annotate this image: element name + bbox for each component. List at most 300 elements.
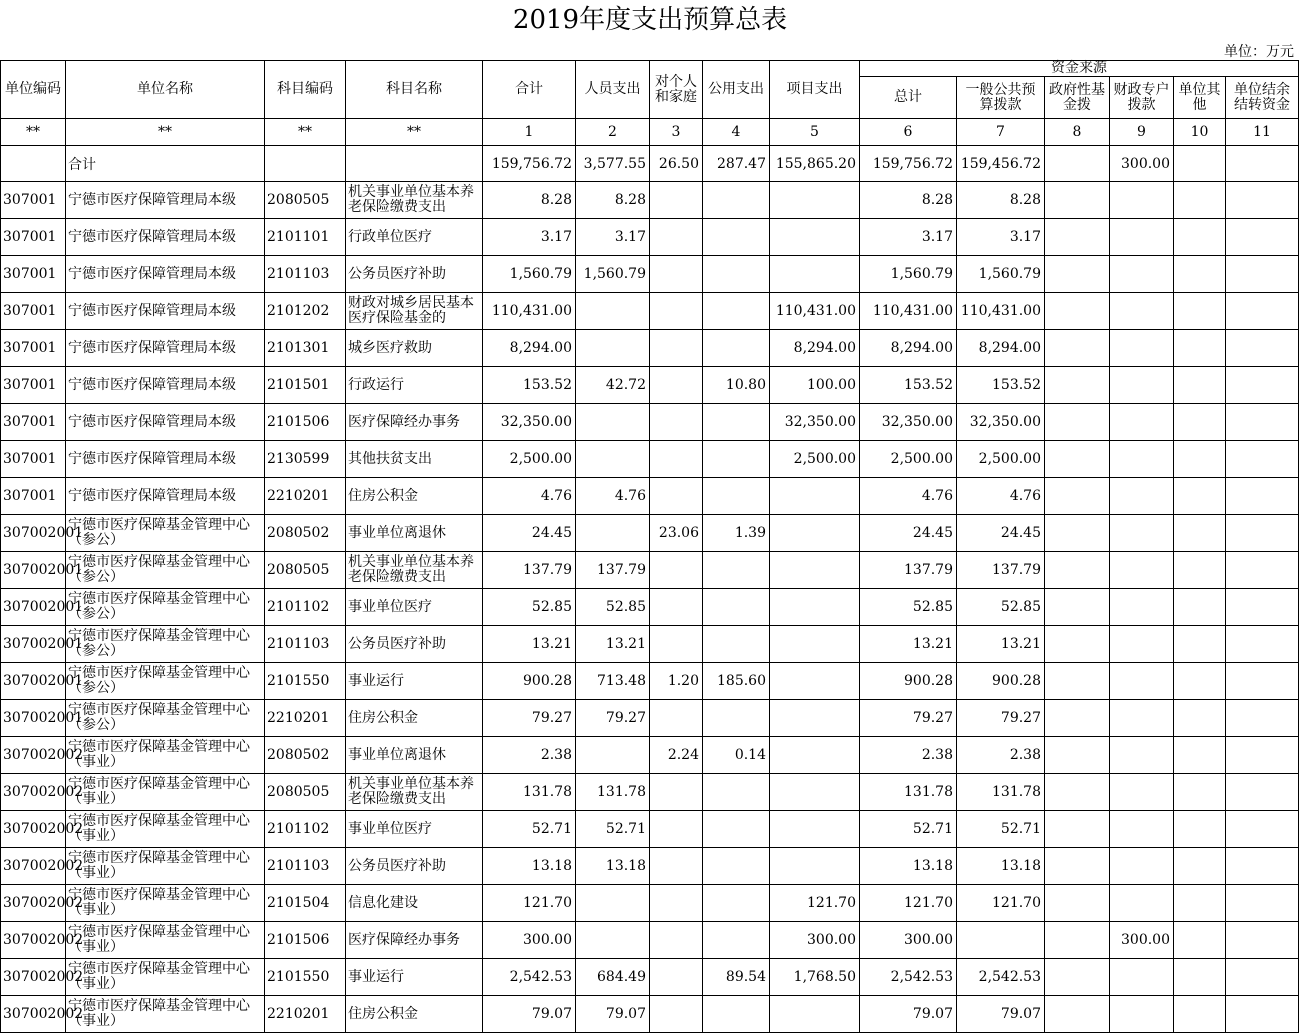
value-cell: 2,542.53: [957, 959, 1045, 996]
index-cell: **: [265, 119, 346, 146]
value-cell: 8,294.00: [770, 330, 860, 367]
value-cell: 121.70: [860, 885, 957, 922]
subject-name-cell: [346, 478, 483, 515]
value-cell: 79.07: [860, 996, 957, 1033]
value-cell: 131.78: [957, 774, 1045, 811]
subject-name-cell: [346, 404, 483, 441]
index-cell: 3: [650, 119, 703, 146]
value-cell: [770, 182, 860, 219]
index-cell: 6: [860, 119, 957, 146]
subject-code: 2101506: [265, 922, 346, 959]
value-cell: 79.27: [576, 700, 650, 737]
value-cell: 684.49: [576, 959, 650, 996]
unit-name: 宁德市医疗保障管理局本级: [68, 302, 236, 319]
subject-code: 2101504: [265, 885, 346, 922]
value-cell: [650, 182, 703, 219]
subject-name: 其他扶贫支出: [348, 450, 432, 467]
subject-name-cell: [346, 441, 483, 478]
subject-name-cell: [346, 885, 483, 922]
value-cell: [1174, 552, 1226, 589]
value-cell: [650, 589, 703, 626]
unit-code: 307002002: [3, 784, 84, 800]
unit-code: 307002002: [3, 895, 84, 911]
value-cell: 1,560.79: [860, 256, 957, 293]
value-cell: [1110, 404, 1174, 441]
unit-name: 宁德市医疗保障基金管理中心（事业）: [68, 998, 250, 1029]
unit-code-cell: [1, 774, 84, 811]
value-cell: 121.70: [957, 885, 1045, 922]
value-cell: [1226, 996, 1299, 1033]
value-cell: [1174, 515, 1226, 552]
total-value-cell: [1045, 146, 1110, 182]
total-value-cell: 3,577.55: [576, 146, 650, 182]
subject-name: 事业单位医疗: [348, 820, 432, 837]
value-cell: [770, 737, 860, 774]
subject-name-cell: [346, 219, 483, 256]
table-row: [1, 182, 1299, 219]
total-value-cell: [1226, 146, 1299, 182]
budget-table: [0, 60, 1299, 1033]
unit-code: 307001: [3, 192, 57, 208]
value-cell: [1110, 256, 1174, 293]
index-cell: **: [66, 119, 265, 146]
unit-name-cell: [66, 330, 265, 367]
value-cell: [1174, 959, 1226, 996]
value-cell: 79.07: [957, 996, 1045, 1033]
value-cell: [1226, 663, 1299, 700]
value-cell: [650, 774, 703, 811]
value-cell: 1.39: [703, 515, 770, 552]
unit-code-cell: [1, 922, 84, 959]
value-cell: 131.78: [860, 774, 957, 811]
value-cell: [1226, 367, 1299, 404]
value-cell: 89.54: [703, 959, 770, 996]
value-cell: [650, 367, 703, 404]
unit-name-cell: [66, 959, 265, 996]
subject-code: 2101506: [265, 404, 346, 441]
value-cell: 2,500.00: [957, 441, 1045, 478]
unit-name: 宁德市医疗保障管理局本级: [68, 228, 236, 245]
header-general-budget: 一般公共预算拨款: [957, 77, 1045, 119]
value-cell: 42.72: [576, 367, 650, 404]
unit-name-cell: [66, 182, 265, 219]
table-row: [1, 589, 1299, 626]
unit-code-cell: [1, 663, 84, 700]
value-cell: [1110, 811, 1174, 848]
unit-label: 单位：万元: [1224, 44, 1294, 60]
value-cell: [703, 478, 770, 515]
subject-name-cell: [346, 811, 483, 848]
value-cell: [1110, 515, 1174, 552]
table-row: [1, 811, 1299, 848]
value-cell: [1110, 441, 1174, 478]
subject-code: 2101550: [265, 663, 346, 700]
unit-name: 宁德市医疗保障管理局本级: [68, 265, 236, 282]
value-cell: 8.28: [576, 182, 650, 219]
value-cell: 79.27: [957, 700, 1045, 737]
value-cell: 110,431.00: [957, 293, 1045, 330]
value-cell: [1226, 478, 1299, 515]
unit-code-cell: [1, 256, 66, 293]
subject-name: 事业单位离退休: [348, 746, 446, 763]
unit-code: 307001: [3, 377, 57, 393]
subject-name: 住房公积金: [348, 487, 418, 504]
value-cell: [1226, 552, 1299, 589]
subject-code: 2101102: [265, 589, 346, 626]
value-cell: 2,542.53: [483, 959, 576, 996]
unit-code-cell: [1, 848, 84, 885]
value-cell: [1226, 700, 1299, 737]
value-cell: 110,431.00: [770, 293, 860, 330]
value-cell: [1174, 774, 1226, 811]
value-cell: 900.28: [860, 663, 957, 700]
value-cell: [1226, 589, 1299, 626]
table-row: [1, 367, 1299, 404]
header-unit-other: 单位其他: [1174, 77, 1226, 119]
unit-code: 307002001: [3, 710, 84, 726]
value-cell: [1226, 256, 1299, 293]
table-row: [1, 885, 1299, 922]
subject-name: 城乡医疗救助: [348, 339, 432, 356]
value-cell: 52.71: [860, 811, 957, 848]
subject-name: 事业单位医疗: [348, 598, 432, 615]
value-cell: [770, 811, 860, 848]
table-row: [1, 441, 1299, 478]
report-title: 2019年度支出预算总表: [512, 5, 788, 35]
value-cell: [703, 885, 770, 922]
header-individual: 对个人和家庭: [650, 61, 703, 119]
value-cell: [1226, 219, 1299, 256]
unit-name: 宁德市医疗保障基金管理中心（参公）: [68, 628, 250, 659]
value-cell: [1174, 256, 1226, 293]
subject-name: 财政对城乡居民基本医疗保险基金的: [348, 295, 474, 326]
subject-name-cell: [346, 774, 483, 811]
subject-name: 公务员医疗补助: [348, 265, 446, 282]
unit-code: 307002001: [3, 673, 84, 689]
value-cell: [1226, 811, 1299, 848]
value-cell: 2.38: [957, 737, 1045, 774]
header-unit-name: 单位名称: [66, 61, 265, 119]
table-row: [1, 515, 1299, 552]
value-cell: [770, 589, 860, 626]
value-cell: 185.60: [703, 663, 770, 700]
value-cell: [1110, 293, 1174, 330]
value-cell: 0.14: [703, 737, 770, 774]
value-cell: 8.28: [957, 182, 1045, 219]
value-cell: [1174, 478, 1226, 515]
table-row: [1, 663, 1299, 700]
subject-name: 信息化建设: [348, 894, 418, 911]
unit-code: 307001: [3, 488, 57, 504]
unit-code-cell: [1, 441, 66, 478]
unit-code-cell: [1, 959, 84, 996]
value-cell: [1174, 441, 1226, 478]
value-cell: 24.45: [957, 515, 1045, 552]
value-cell: [650, 552, 703, 589]
value-cell: [703, 626, 770, 663]
value-cell: [1226, 626, 1299, 663]
subject-name: 机关事业单位基本养老保险缴费支出: [348, 554, 474, 585]
unit-name-cell: [66, 922, 265, 959]
index-row: [1, 119, 1299, 146]
value-cell: 137.79: [860, 552, 957, 589]
subject-name: 事业单位离退休: [348, 524, 446, 541]
value-cell: [1174, 404, 1226, 441]
table-row: [1, 774, 1299, 811]
subject-code: 2130599: [265, 441, 346, 478]
value-cell: [1045, 885, 1110, 922]
unit-code: 307001: [3, 340, 57, 356]
index-cell: 4: [703, 119, 770, 146]
unit-name-cell: [66, 404, 265, 441]
subject-name: 事业运行: [348, 968, 404, 985]
value-cell: [650, 478, 703, 515]
value-cell: 13.18: [576, 848, 650, 885]
value-cell: 4.76: [483, 478, 576, 515]
subject-code: 2210201: [265, 700, 346, 737]
value-cell: [770, 996, 860, 1033]
value-cell: [1226, 922, 1299, 959]
table-row: [1, 404, 1299, 441]
unit-code: 307001: [3, 303, 57, 319]
value-cell: 52.85: [483, 589, 576, 626]
unit-name-cell: [66, 367, 265, 404]
value-cell: 13.21: [483, 626, 576, 663]
value-cell: [703, 182, 770, 219]
value-cell: [1226, 959, 1299, 996]
header-public: 公用支出: [703, 61, 770, 119]
value-cell: [1045, 959, 1110, 996]
value-cell: 32,350.00: [957, 404, 1045, 441]
value-cell: [703, 589, 770, 626]
table-row: [1, 922, 1299, 959]
value-cell: [1174, 663, 1226, 700]
total-value-cell: 159,456.72: [957, 146, 1045, 182]
unit-name: 宁德市医疗保障管理局本级: [68, 376, 236, 393]
value-cell: [1045, 293, 1110, 330]
subject-name: 住房公积金: [348, 1005, 418, 1022]
value-cell: [1110, 626, 1174, 663]
value-cell: 52.85: [957, 589, 1045, 626]
index-cell: 2: [576, 119, 650, 146]
unit-name-cell: [66, 848, 265, 885]
value-cell: [1045, 996, 1110, 1033]
value-cell: 13.21: [576, 626, 650, 663]
unit-code-cell: [1, 885, 84, 922]
value-cell: [1174, 848, 1226, 885]
subject-code: 2101103: [265, 626, 346, 663]
unit-name: 宁德市医疗保障基金管理中心（参公）: [68, 591, 250, 622]
value-cell: [1226, 885, 1299, 922]
value-cell: 4.76: [860, 478, 957, 515]
value-cell: 110,431.00: [860, 293, 957, 330]
unit-code: 307002002: [3, 747, 84, 763]
value-cell: [1110, 330, 1174, 367]
value-cell: [1045, 848, 1110, 885]
value-cell: 1,768.50: [770, 959, 860, 996]
value-cell: [1226, 737, 1299, 774]
unit-code: 307002001: [3, 636, 84, 652]
table-row: [1, 478, 1299, 515]
value-cell: 300.00: [860, 922, 957, 959]
table-row: [1, 700, 1299, 737]
total-value-cell: 159,756.72: [483, 146, 576, 182]
value-cell: 13.18: [483, 848, 576, 885]
value-cell: [650, 293, 703, 330]
value-cell: [1226, 404, 1299, 441]
value-cell: [1226, 441, 1299, 478]
unit-name: 宁德市医疗保障管理局本级: [68, 339, 236, 356]
unit-name-cell: [66, 293, 265, 330]
value-cell: [1110, 996, 1174, 1033]
value-cell: 23.06: [650, 515, 703, 552]
index-cell: **: [346, 119, 483, 146]
value-cell: [576, 330, 650, 367]
value-cell: [1045, 626, 1110, 663]
value-cell: 4.76: [957, 478, 1045, 515]
value-cell: [1174, 219, 1226, 256]
subject-name-cell: [346, 737, 483, 774]
unit-code-cell: [1, 996, 84, 1033]
unit-code: 307002002: [3, 821, 84, 837]
value-cell: [703, 256, 770, 293]
value-cell: 52.85: [576, 589, 650, 626]
subject-name-cell: [346, 293, 483, 330]
value-cell: [703, 552, 770, 589]
unit-code: 307002002: [3, 969, 84, 985]
unit-code: 307002001: [3, 562, 84, 578]
unit-code-cell: [1, 478, 66, 515]
value-cell: [1174, 626, 1226, 663]
subject-name: 机关事业单位基本养老保险缴费支出: [348, 184, 474, 215]
value-cell: 1,560.79: [957, 256, 1045, 293]
value-cell: [1045, 441, 1110, 478]
value-cell: [703, 811, 770, 848]
subject-name: 机关事业单位基本养老保险缴费支出: [348, 776, 474, 807]
value-cell: [703, 774, 770, 811]
value-cell: [1226, 515, 1299, 552]
value-cell: [1174, 737, 1226, 774]
value-cell: [650, 330, 703, 367]
value-cell: 79.07: [576, 996, 650, 1033]
value-cell: [770, 848, 860, 885]
total-subject-code: [265, 146, 346, 182]
unit-code: 307002002: [3, 932, 84, 948]
value-cell: 8.28: [483, 182, 576, 219]
unit-code-cell: [1, 367, 66, 404]
value-cell: [1174, 182, 1226, 219]
unit-code: 307002002: [3, 858, 84, 874]
value-cell: 8.28: [860, 182, 957, 219]
unit-code: 307002001: [3, 599, 84, 615]
unit-code: 307001: [3, 266, 57, 282]
value-cell: [770, 774, 860, 811]
value-cell: 137.79: [576, 552, 650, 589]
value-cell: [703, 996, 770, 1033]
value-cell: 1,560.79: [483, 256, 576, 293]
value-cell: [1045, 330, 1110, 367]
value-cell: [1174, 700, 1226, 737]
value-cell: [1110, 219, 1174, 256]
value-cell: [650, 811, 703, 848]
unit-code: 307001: [3, 414, 57, 430]
header-personnel: 人员支出: [576, 61, 650, 119]
value-cell: 10.80: [703, 367, 770, 404]
unit-code-cell: [1, 219, 66, 256]
subject-code: 2080505: [265, 182, 346, 219]
value-cell: [1110, 663, 1174, 700]
unit-name-cell: [66, 515, 265, 552]
value-cell: 300.00: [1110, 922, 1174, 959]
value-cell: 52.71: [957, 811, 1045, 848]
subject-code: 2080502: [265, 515, 346, 552]
value-cell: 24.45: [860, 515, 957, 552]
subject-name-cell: [346, 848, 483, 885]
subject-name-cell: [346, 552, 483, 589]
header-funds-source: 资金来源: [860, 61, 1299, 77]
subject-code: 2101103: [265, 848, 346, 885]
unit-name-cell: [66, 441, 265, 478]
total-value-cell: 300.00: [1110, 146, 1174, 182]
subject-name-cell: [346, 626, 483, 663]
value-cell: 2,500.00: [860, 441, 957, 478]
subject-code: 2080502: [265, 737, 346, 774]
value-cell: 137.79: [957, 552, 1045, 589]
value-cell: [1226, 182, 1299, 219]
value-cell: 153.52: [957, 367, 1045, 404]
subject-code: 2101501: [265, 367, 346, 404]
subject-code: 2101103: [265, 256, 346, 293]
table-row: [1, 256, 1299, 293]
unit-name: 宁德市医疗保障基金管理中心（事业）: [68, 850, 250, 881]
value-cell: [576, 404, 650, 441]
unit-code-cell: [1, 293, 66, 330]
value-cell: [770, 515, 860, 552]
unit-name: 宁德市医疗保障管理局本级: [68, 450, 236, 467]
index-cell: 11: [1226, 119, 1299, 146]
subject-name-cell: [346, 700, 483, 737]
table-row: [1, 219, 1299, 256]
unit-code: 307002002: [3, 1006, 84, 1022]
subject-name: 行政单位医疗: [348, 228, 432, 245]
unit-name: 宁德市医疗保障基金管理中心（事业）: [68, 961, 250, 992]
unit-code-cell: [1, 700, 84, 737]
value-cell: 2,500.00: [770, 441, 860, 478]
value-cell: [1110, 552, 1174, 589]
total-value-cell: 26.50: [650, 146, 703, 182]
unit-code-cell: [1, 589, 84, 626]
table-row: [1, 330, 1299, 367]
value-cell: 3.17: [576, 219, 650, 256]
value-cell: [1174, 922, 1226, 959]
value-cell: [1045, 219, 1110, 256]
header-fiscal-special: 财政专户拨款: [1110, 77, 1174, 119]
unit-name: 宁德市医疗保障基金管理中心（事业）: [68, 776, 250, 807]
header-subject-name: 科目名称: [346, 61, 483, 119]
value-cell: 2.24: [650, 737, 703, 774]
table-row: [1, 848, 1299, 885]
value-cell: [650, 700, 703, 737]
value-cell: 300.00: [483, 922, 576, 959]
header-project: 项目支出: [770, 61, 860, 119]
value-cell: [1110, 774, 1174, 811]
value-cell: [1174, 589, 1226, 626]
value-cell: [1045, 700, 1110, 737]
value-cell: [650, 996, 703, 1033]
value-cell: [770, 219, 860, 256]
total-unit-code: [1, 146, 66, 182]
value-cell: 13.18: [957, 848, 1045, 885]
